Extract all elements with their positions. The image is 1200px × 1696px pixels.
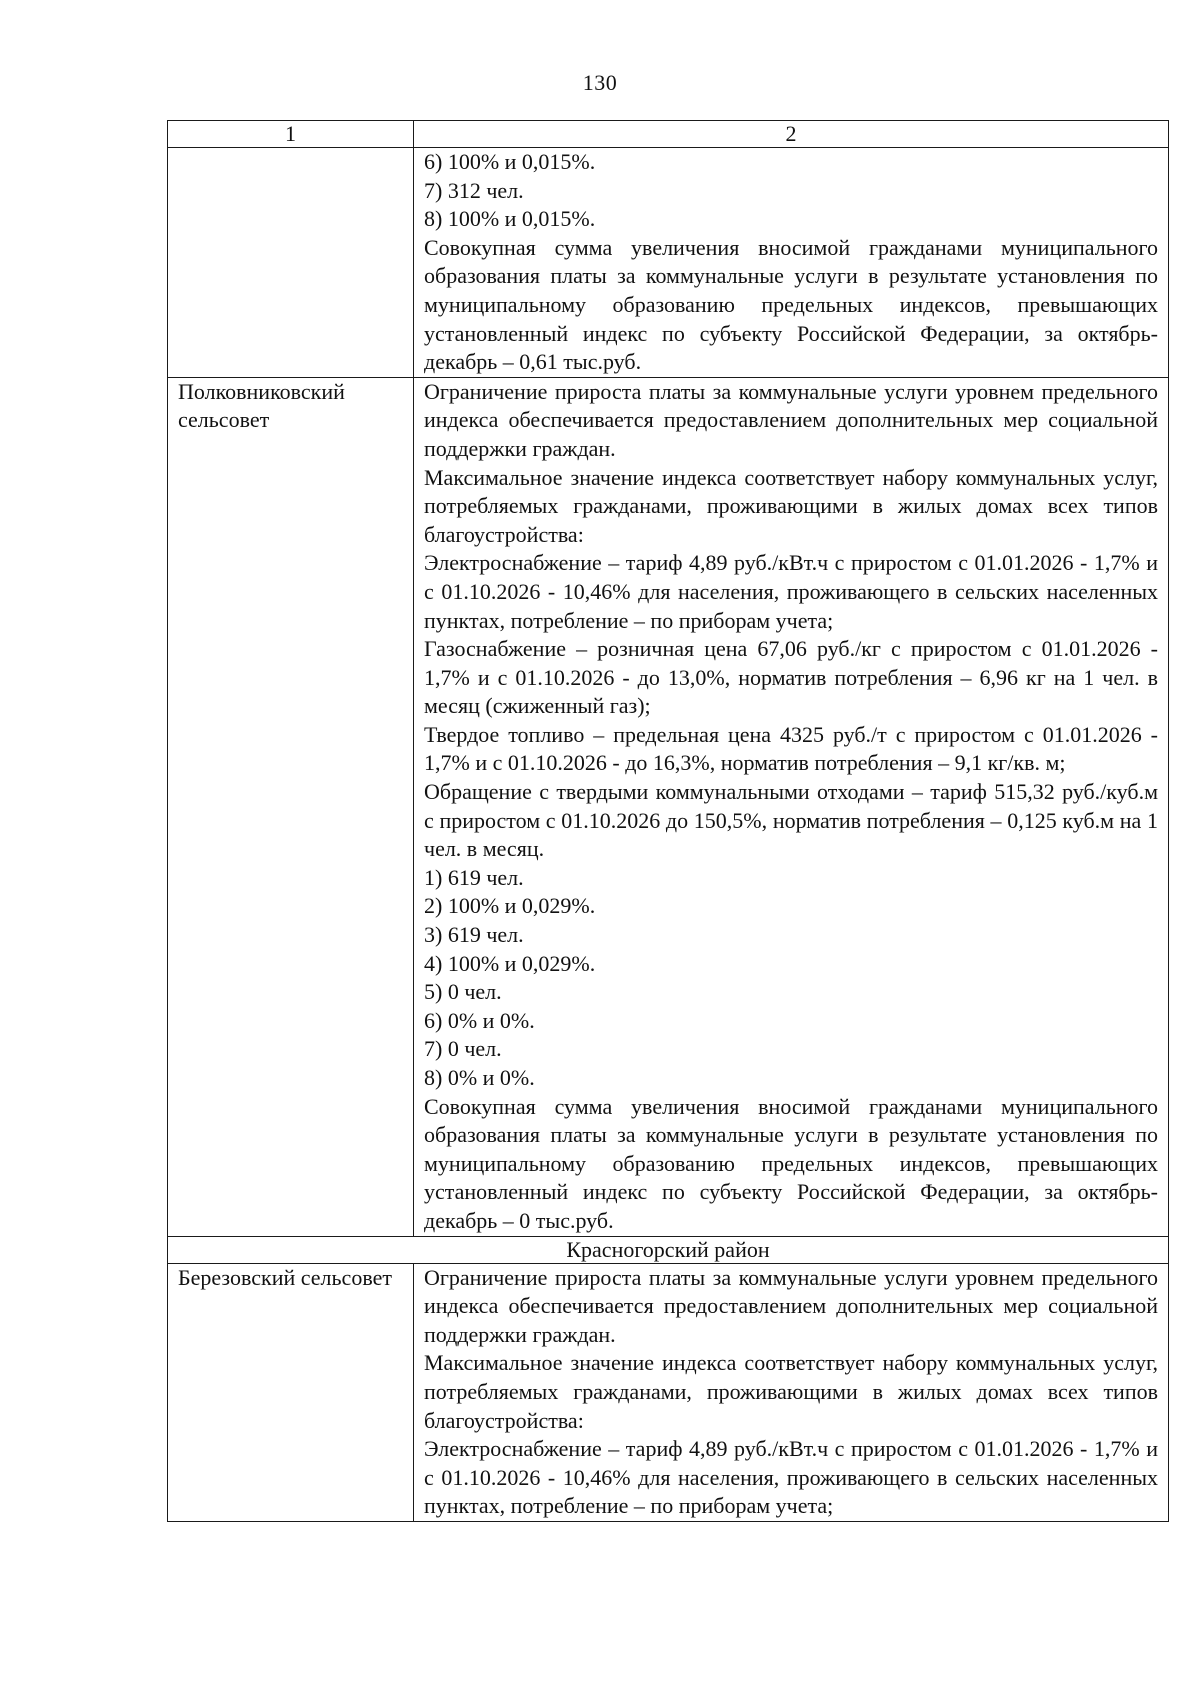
municipality-cell: Полковниковский сельсовет [168,377,414,1236]
region-title: Красногорский район [168,1236,1169,1263]
table-row [168,148,1169,378]
paragraph: Электроснабжение – тариф 4,89 руб./кВт.ч с приростом с 01.01.2026 - 1,7% и с 01.10.2026 - 10,46% для населения, проживающего в сельских населенных пунктах, потребление – по приборам учета; [424,1436,1158,1519]
list-item: 8) 0% и 0%. [424,1065,535,1090]
column-header-2: 2 [414,121,1169,148]
paragraph: Твердое топливо – предельная цена 4325 руб./т с приростом с 01.01.2026 - 1,7% и с 01.10.2026 - до 16,3%, норматив потребления – 9,1 кг/кв. м; [424,721,1158,776]
municipality-cell [168,148,414,378]
list-item: 7) 312 чел. [424,177,524,203]
list-item: 6) 100% и 0,015%. [424,149,596,174]
column-header-1: 1 [168,121,414,148]
table-header-row [168,121,1169,148]
list-item: 2) 100% и 0,029%. [424,893,596,919]
page-number: 130 [582,70,618,95]
list-item: 1) 619 чел. [424,864,524,890]
list-item: 6) 0% и 0%. [424,1007,535,1033]
summary-paragraph: Совокупная сумма увеличения вносимой гражданами муниципального образования платы за коммунальные услуги в результате установления по муниципальному образованию предельных индексов, превышающих установленный индекс по субъекту Российской Федерации, за октябрь-декабрь – 0 тыс.руб. [424,1093,1158,1233]
list-item: 7) 0 чел. [424,1036,502,1062]
list-item: 8) 100% и 0,015%. [424,206,596,232]
list-item: 4) 100% и 0,029%. [424,950,596,976]
description-cell [414,1263,1169,1521]
paragraph: Газоснабжение – розничная цена 67,06 руб./кг с приростом с 01.01.2026 - 1,7% и с 01.10.2026 - до 13,0%, норматив потребления – 6,96 кг на 1 чел. в месяц (сжиженный газ); [424,636,1158,719]
list-item: 3) 619 чел. [424,922,524,948]
paragraph: Максимальное значение индекса соответствует набору коммунальных услуг, потребляемых гражданами, проживающими в жилых домах всех типов благоустройства: [424,464,1158,547]
municipality-cell: Березовский сельсовет [168,1263,414,1521]
description-cell [414,377,1169,1236]
region-row [168,1236,1169,1263]
paragraph: Электроснабжение – тариф 4,89 руб./кВт.ч с приростом с 01.01.2026 - 1,7% и с 01.10.2026 - 10,46% для населения, проживающего в сельских населенных пунктах, потребление – по приборам учета; [424,550,1158,633]
table-row [168,1263,1169,1521]
summary-paragraph: Совокупная сумма увеличения вносимой гражданами муниципального образования платы за коммунальные услуги в результате установления по муниципальному образованию предельных индексов, превышающих установленный индекс по субъекту Российской Федерации, за октябрь-декабрь – 0,61 тыс.руб. [424,234,1158,375]
paragraph: Ограничение прироста платы за коммунальные услуги уровнем предельного индекса обеспечивается предоставлением дополнительных мер социальной поддержки граждан. [424,1264,1158,1347]
list-item: 5) 0 чел. [424,979,502,1005]
table-row [168,377,1169,1236]
paragraph: Максимальное значение индекса соответствует набору коммунальных услуг, потребляемых гражданами, проживающими в жилых домах всех типов благоустройства: [424,1350,1158,1433]
paragraph: Ограничение прироста платы за коммунальные услуги уровнем предельного индекса обеспечивается предоставлением дополнительных мер социальной поддержки граждан. [424,378,1158,461]
paragraph: Обращение с твердыми коммунальными отходами – тариф 515,32 руб./куб.м с приростом с 01.10.2026 до 150,5%, норматив потребления – 0,125 куб.м на 1 чел. в месяц. [424,779,1158,862]
description-cell [414,148,1169,378]
tariff-table [167,120,1169,1522]
